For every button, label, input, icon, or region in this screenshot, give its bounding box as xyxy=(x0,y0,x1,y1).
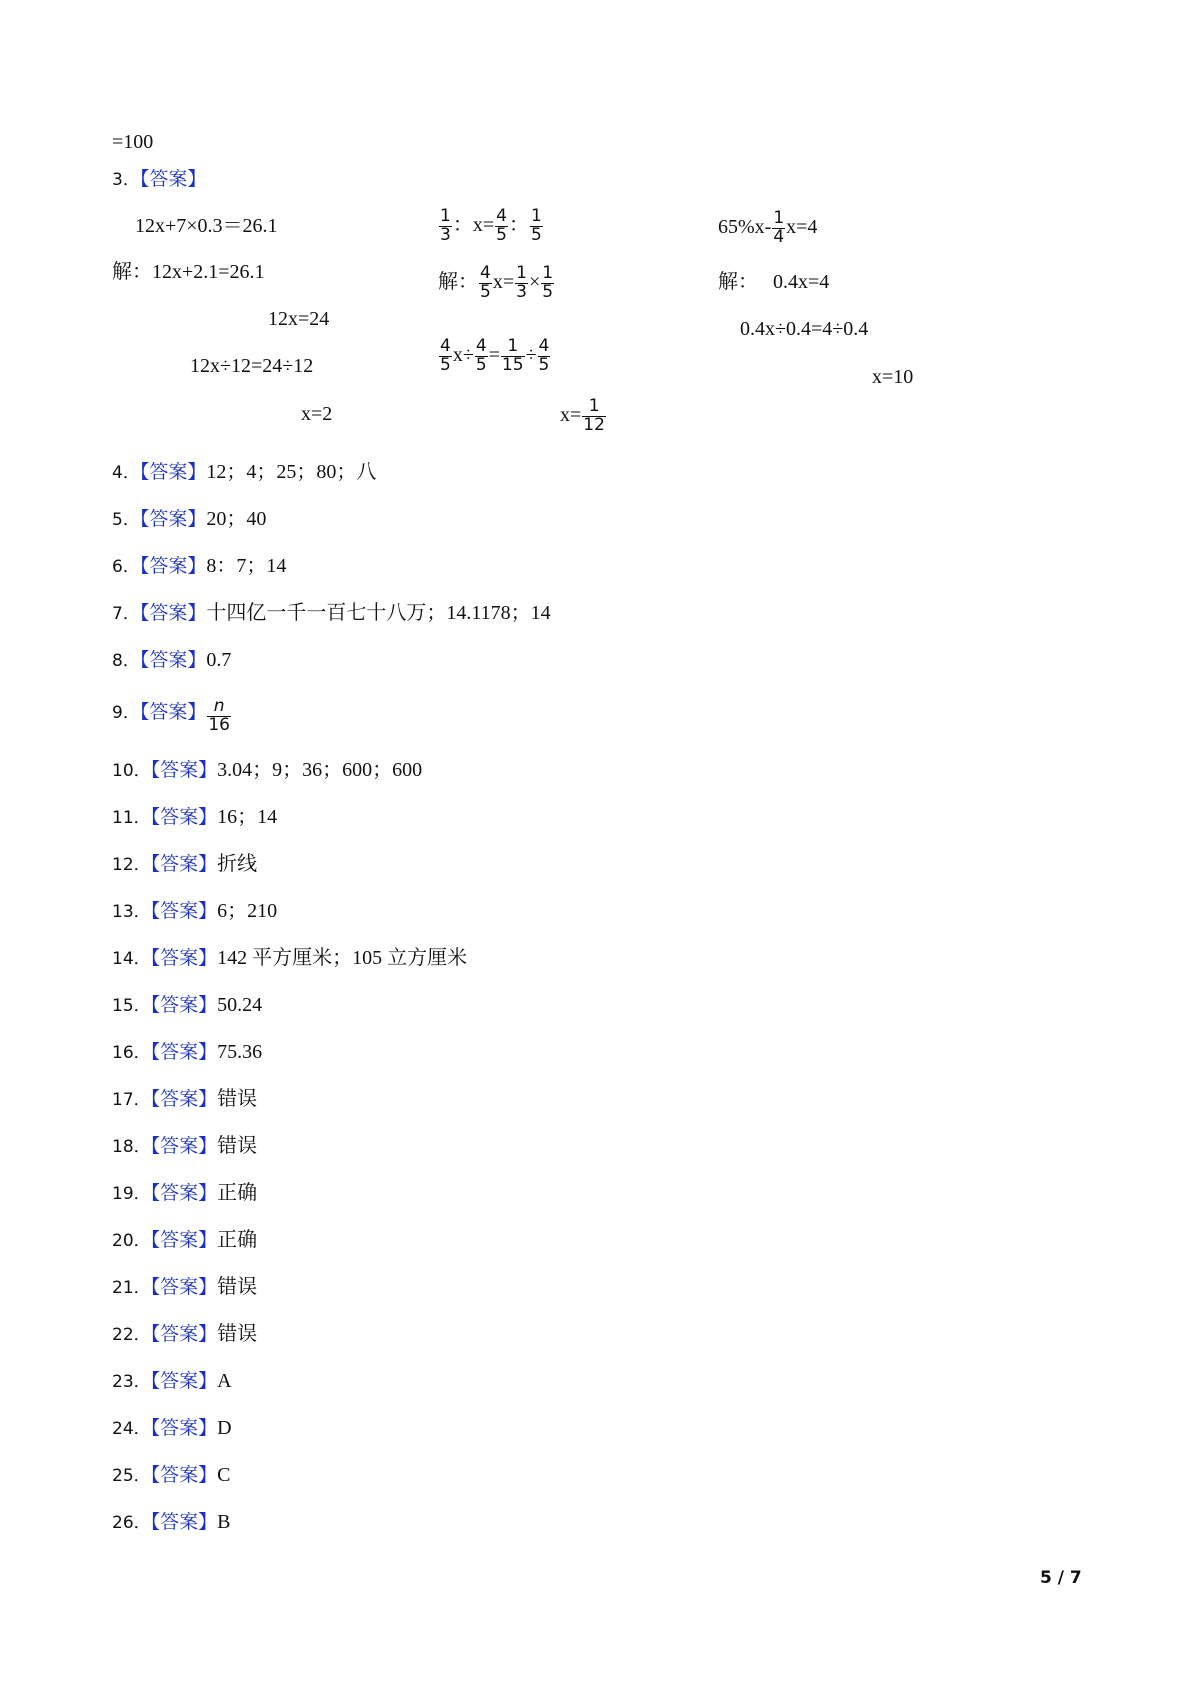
answer-tag: 【答案】 xyxy=(150,853,218,875)
answer-text: 8：7；14 xyxy=(206,555,287,577)
answer-tag: 【答案】 xyxy=(139,168,207,190)
answer-tag: 【答案】 xyxy=(139,700,207,723)
answer-text: 142 平方厘米；105 立方厘米 xyxy=(217,947,468,969)
fraction: $\frac{1}{3}$ xyxy=(516,263,527,302)
answer-item-13: 13．【答案】6；210 xyxy=(112,900,278,922)
answer-tag: 【答案】 xyxy=(139,508,207,530)
fraction: $\frac{4}{5}$ xyxy=(496,206,507,245)
answer-item-19: 19．【答案】正确 xyxy=(112,1182,258,1204)
question-number: 3． xyxy=(112,170,140,190)
answer-item-5: 5．【答案】20；40 xyxy=(112,508,267,530)
answer-item-14: 14．【答案】142 平方厘米；105 立方厘米 xyxy=(112,947,468,969)
fraction: $\frac{4}{5}$ xyxy=(475,336,487,375)
answer-item-15: 15．【答案】50.24 xyxy=(112,994,263,1016)
carry-over-result: =100 xyxy=(112,131,154,153)
answer-item-7: 7．【答案】十四亿一千一百七十八万；14.1178；14 xyxy=(112,602,551,624)
answer-text: 正确 xyxy=(217,1182,258,1204)
eq1-line-2: 解：12x+2.1=26.1 xyxy=(112,261,265,283)
answer-text: 0.7 xyxy=(206,649,232,671)
answer-item-25: 25．【答案】C xyxy=(112,1464,231,1486)
answer-item-20: 20．【答案】正确 xyxy=(112,1229,258,1251)
answer-item-3 xyxy=(112,167,206,192)
answer-tag: 【答案】 xyxy=(150,1323,218,1345)
answer-item-24: 24．【答案】D xyxy=(112,1417,232,1439)
fraction: $\frac{1}{5}$ xyxy=(530,206,542,245)
answer-text: D xyxy=(217,1417,232,1439)
answer-item-10: 10．【答案】3.04；9；36；600；600 xyxy=(112,759,423,781)
page-number: 5 / 7 xyxy=(1040,1568,1082,1588)
fraction: $\frac{4}{5}$ xyxy=(538,336,550,375)
answer-text: 错误 xyxy=(217,1276,258,1298)
eq2-line-2: 解： $\frac{4}{5}$ x= $\frac{1}{3}$ × $\frac{1}{5}$ xyxy=(438,263,554,302)
answer-item-17: 17．【答案】错误 xyxy=(112,1088,258,1110)
answer-tag: 【答案】 xyxy=(139,602,207,624)
answer-item-6: 6．【答案】8：7；14 xyxy=(112,555,287,577)
answer-tag: 【答案】 xyxy=(150,1417,218,1439)
answer-tag: 【答案】 xyxy=(150,994,218,1016)
answer-text: 错误 xyxy=(217,1088,258,1110)
answer-item-23: 23．【答案】A xyxy=(112,1370,232,1392)
answer-tag: 【答案】 xyxy=(150,900,218,922)
eq3-line-1: 65%x- $\frac{1}{4}$ x=4 xyxy=(718,208,818,247)
fraction: $\frac{4}{5}$ xyxy=(440,336,451,375)
fraction: $\frac{1}{15}$ xyxy=(501,336,524,375)
eq1-line-5: x=2 xyxy=(301,403,333,425)
answer-tag: 【答案】 xyxy=(150,1182,218,1204)
fraction: $\frac{1}{3}$ xyxy=(440,206,451,245)
answer-tag: 【答案】 xyxy=(150,1229,218,1251)
eq2-line-4: x= $\frac{1}{12}$ xyxy=(560,396,605,435)
answer-item-26: 26．【答案】B xyxy=(112,1511,231,1533)
eq3-line-2: 解： 0.4x=4 xyxy=(718,271,830,293)
eq1-line-3: 12x=24 xyxy=(268,308,330,330)
answer-text: B xyxy=(217,1511,231,1533)
answer-text: A xyxy=(217,1370,232,1392)
answer-tag: 【答案】 xyxy=(150,1464,218,1486)
answer-item-22: 22．【答案】错误 xyxy=(112,1323,258,1345)
answer-text: 3.04；9；36；600；600 xyxy=(217,759,423,781)
answer-tag: 【答案】 xyxy=(139,555,207,577)
answer-text: 错误 xyxy=(217,1323,258,1345)
answer-text: 错误 xyxy=(217,1135,258,1157)
eq3-line-3: 0.4x÷0.4=4÷0.4 xyxy=(740,318,869,340)
answer-text: 12；4；25；80；八 xyxy=(206,461,377,483)
answer-text: 20；40 xyxy=(206,508,267,530)
answer-item-8: 8．【答案】0.7 xyxy=(112,649,232,671)
answer-item-18: 18．【答案】错误 xyxy=(112,1135,258,1157)
answer-tag: 【答案】 xyxy=(150,1276,218,1298)
answer-text: 75.36 xyxy=(217,1041,263,1063)
answer-item-4: 4．【答案】12；4；25；80；八 xyxy=(112,461,377,483)
eq1-line-4: 12x÷12=24÷12 xyxy=(190,355,314,377)
answer-text: 正确 xyxy=(217,1229,258,1251)
answer-item-9: 9．【答案】 $\frac{n}{16}$ xyxy=(112,696,230,735)
answer-item-16: 16．【答案】75.36 xyxy=(112,1041,263,1063)
answer-tag: 【答案】 xyxy=(139,461,207,483)
answer-tag: 【答案】 xyxy=(150,947,218,969)
answer-text: 16；14 xyxy=(217,806,278,828)
answer-text: C xyxy=(217,1464,231,1486)
eq2-line-1: $\frac{1}{3}$ ：x= $\frac{4}{5}$ ： $\frac{1}{5}$ xyxy=(440,206,542,245)
answer-tag: 【答案】 xyxy=(150,806,218,828)
answer-text: 十四亿一千一百七十八万；14.1178；14 xyxy=(206,602,551,624)
answer-item-12: 12．【答案】折线 xyxy=(112,853,258,875)
answer-item-21: 21．【答案】错误 xyxy=(112,1276,258,1298)
fraction: $\frac{1}{12}$ xyxy=(583,396,605,435)
fraction: $\frac{4}{5}$ xyxy=(480,263,491,302)
answer-tag: 【答案】 xyxy=(150,1511,218,1533)
eq2-line-3: $\frac{4}{5}$ x÷ $\frac{4}{5}$ = $\frac{1}{15}$ ÷ $\frac{4}{5}$ xyxy=(440,336,550,375)
fraction: $\frac{1}{5}$ xyxy=(542,263,554,302)
answer-tag: 【答案】 xyxy=(139,649,207,671)
answer-text: 50.24 xyxy=(217,994,263,1016)
answer-text: 6；210 xyxy=(217,900,278,922)
answer-tag: 【答案】 xyxy=(150,759,218,781)
answer-tag: 【答案】 xyxy=(150,1041,218,1063)
answer-tag: 【答案】 xyxy=(150,1088,218,1110)
eq1-line-1: 12x+7×0.3＝26.1 xyxy=(135,215,278,237)
answer-tag: 【答案】 xyxy=(150,1370,218,1392)
answer-item-11: 11．【答案】16；14 xyxy=(112,806,278,828)
eq3-line-4: x=10 xyxy=(872,366,914,388)
answer-tag: 【答案】 xyxy=(150,1135,218,1157)
fraction: $\frac{n}{16}$ xyxy=(208,696,230,735)
fraction: $\frac{1}{4}$ xyxy=(773,208,785,247)
answer-text: 折线 xyxy=(217,853,258,875)
